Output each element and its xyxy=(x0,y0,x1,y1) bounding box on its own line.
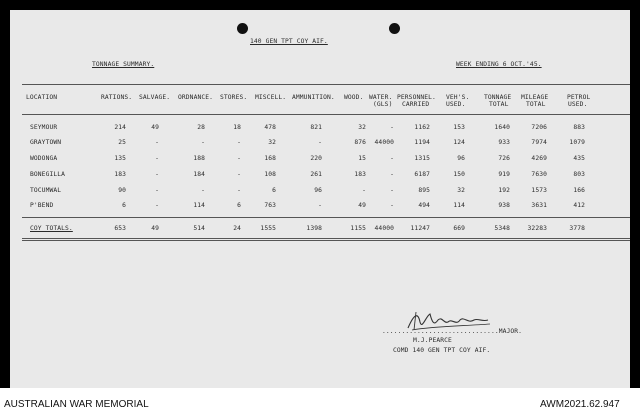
cell-vehs: 150 xyxy=(453,171,465,178)
cell-petrol: 1079 xyxy=(569,139,585,146)
row-location: BONEGILLA xyxy=(30,171,66,178)
cell-rations: 183 xyxy=(114,171,126,178)
cell-mileage: 4269 xyxy=(531,155,547,162)
footer-source: AUSTRALIAN WAR MEMORIAL xyxy=(4,399,149,410)
cell-tonnage: 933 xyxy=(498,139,510,146)
cell-water: - xyxy=(390,124,394,131)
cell-personnel: 895 xyxy=(418,187,430,194)
col-petrol: PETROL xyxy=(567,94,591,101)
totals-personnel: 11247 xyxy=(410,225,430,232)
cell-ordnance: 114 xyxy=(193,202,205,209)
cell-petrol: 883 xyxy=(573,124,585,131)
cell-personnel: 1315 xyxy=(414,155,430,162)
totals-wood: 1155 xyxy=(350,225,366,232)
col-ammunition: AMMUNITION. xyxy=(292,94,335,101)
cell-wood: 15 xyxy=(358,155,366,162)
cell-personnel: 494 xyxy=(418,202,430,209)
cell-wood: - xyxy=(362,187,366,194)
cell-miscell: 478 xyxy=(264,124,276,131)
cell-wood: 183 xyxy=(354,171,366,178)
cell-tonnage: 938 xyxy=(498,202,510,209)
totals-rule-top xyxy=(22,217,630,218)
cell-miscell: 168 xyxy=(264,155,276,162)
footer-accession: AWM2021.62.947 xyxy=(540,399,620,410)
cell-salvage: - xyxy=(155,139,159,146)
cell-water: - xyxy=(390,202,394,209)
header-rule-top xyxy=(22,84,630,85)
cell-stores: - xyxy=(237,171,241,178)
cell-ammunition: 96 xyxy=(314,187,322,194)
cell-ordnance: - xyxy=(201,187,205,194)
cell-tonnage: 919 xyxy=(498,171,510,178)
col-stores: STORES. xyxy=(220,94,248,101)
row-location: GRAYTOWN xyxy=(30,139,62,146)
col-personnel: PERSONNEL. xyxy=(397,94,436,101)
totals-rule-double xyxy=(22,240,630,241)
col-water: WATER. xyxy=(369,94,393,101)
totals-water: 44000 xyxy=(374,225,394,232)
col-location: LOCATION xyxy=(26,94,58,101)
cell-ordnance: 184 xyxy=(193,171,205,178)
cell-petrol: 435 xyxy=(573,155,585,162)
col-petrol-sub: USED. xyxy=(568,101,588,108)
cell-tonnage: 1640 xyxy=(494,124,510,131)
col-rations: RATIONS. xyxy=(101,94,133,101)
document-title: 140 GEN TPT COY AIF. xyxy=(250,38,328,45)
cell-mileage: 1573 xyxy=(531,187,547,194)
totals-stores: 24 xyxy=(233,225,241,232)
totals-mileage: 32283 xyxy=(527,225,547,232)
totals-label: COY TOTALS. xyxy=(30,225,73,232)
row-location: P'BEND xyxy=(30,202,54,209)
cell-salvage: - xyxy=(155,155,159,162)
row-location: SEYMOUR xyxy=(30,124,58,131)
cell-miscell: 6 xyxy=(272,187,276,194)
cell-water: - xyxy=(390,187,394,194)
cell-stores: - xyxy=(237,187,241,194)
cell-wood: 32 xyxy=(358,124,366,131)
totals-ammunition: 1398 xyxy=(306,225,322,232)
cell-ordnance: 188 xyxy=(193,155,205,162)
totals-tonnage: 5348 xyxy=(494,225,510,232)
cell-miscell: 763 xyxy=(264,202,276,209)
cell-ammunition: 220 xyxy=(310,155,322,162)
col-ordnance: ORDNANCE. xyxy=(178,94,214,101)
header-rule-bottom xyxy=(22,114,630,115)
cell-water: - xyxy=(390,171,394,178)
cell-petrol: 803 xyxy=(573,171,585,178)
punch-hole xyxy=(237,23,248,34)
cell-water: 44000 xyxy=(374,139,394,146)
cell-stores: - xyxy=(237,139,241,146)
row-location: TOCUMWAL xyxy=(30,187,62,194)
cell-rations: 25 xyxy=(118,139,126,146)
col-vehs-sub: USED. xyxy=(446,101,466,108)
cell-salvage: - xyxy=(155,202,159,209)
col-tonnage: TONNAGE xyxy=(484,94,512,101)
cell-stores: 6 xyxy=(237,202,241,209)
cell-tonnage: 192 xyxy=(498,187,510,194)
cell-rations: 90 xyxy=(118,187,126,194)
cell-mileage: 3631 xyxy=(531,202,547,209)
cell-salvage: - xyxy=(155,187,159,194)
signatory-name: M.J.PEARCE xyxy=(413,337,452,344)
totals-miscell: 1555 xyxy=(260,225,276,232)
cell-salvage: - xyxy=(155,171,159,178)
cell-ammunition: - xyxy=(318,202,322,209)
col-vehs: VEH'S. xyxy=(446,94,470,101)
cell-vehs: 32 xyxy=(457,187,465,194)
cell-stores: - xyxy=(237,155,241,162)
totals-rule-bottom xyxy=(22,238,630,239)
totals-rations: 653 xyxy=(114,225,126,232)
cell-ammunition: 821 xyxy=(310,124,322,131)
cell-ordnance: - xyxy=(201,139,205,146)
document-subtitle: TONNAGE SUMMARY. xyxy=(92,61,155,68)
cell-personnel: 1194 xyxy=(414,139,430,146)
cell-petrol: 166 xyxy=(573,187,585,194)
col-mileage: MILEAGE xyxy=(521,94,549,101)
totals-petrol: 3778 xyxy=(569,225,585,232)
cell-mileage: 7974 xyxy=(531,139,547,146)
cell-vehs: 153 xyxy=(453,124,465,131)
cell-rations: 6 xyxy=(122,202,126,209)
signatory-title: COMD 140 GEN TPT COY AIF. xyxy=(393,347,491,354)
cell-wood: 49 xyxy=(358,202,366,209)
signature-line: ..............................MAJOR. xyxy=(382,328,523,335)
cell-rations: 214 xyxy=(114,124,126,131)
col-miscell: MISCELL. xyxy=(255,94,287,101)
cell-ammunition: 261 xyxy=(310,171,322,178)
col-personnel-sub: CARRIED xyxy=(402,101,430,108)
totals-ordnance: 514 xyxy=(193,225,205,232)
cell-vehs: 96 xyxy=(457,155,465,162)
totals-salvage: 49 xyxy=(151,225,159,232)
row-location: WODONGA xyxy=(30,155,58,162)
cell-ordnance: 28 xyxy=(197,124,205,131)
col-tonnage-sub: TOTAL xyxy=(489,101,509,108)
col-wood: WOOD. xyxy=(344,94,364,101)
cell-mileage: 7206 xyxy=(531,124,547,131)
totals-vehs: 669 xyxy=(453,225,465,232)
cell-rations: 135 xyxy=(114,155,126,162)
cell-vehs: 124 xyxy=(453,139,465,146)
cell-salvage: 49 xyxy=(151,124,159,131)
col-salvage: SALVAGE. xyxy=(139,94,171,101)
cell-personnel: 1162 xyxy=(414,124,430,131)
week-ending: WEEK ENDING 6 OCT.'45. xyxy=(456,61,542,68)
col-water-unit: (GLS) xyxy=(373,101,393,108)
cell-tonnage: 726 xyxy=(498,155,510,162)
cell-miscell: 108 xyxy=(264,171,276,178)
cell-water: - xyxy=(390,155,394,162)
cell-wood: 876 xyxy=(354,139,366,146)
cell-personnel: 6187 xyxy=(414,171,430,178)
cell-miscell: 32 xyxy=(268,139,276,146)
cell-ammunition: - xyxy=(318,139,322,146)
col-mileage-sub: TOTAL xyxy=(526,101,546,108)
cell-petrol: 412 xyxy=(573,202,585,209)
cell-stores: 18 xyxy=(233,124,241,131)
punch-hole xyxy=(389,23,400,34)
cell-vehs: 114 xyxy=(453,202,465,209)
cell-mileage: 7630 xyxy=(531,171,547,178)
